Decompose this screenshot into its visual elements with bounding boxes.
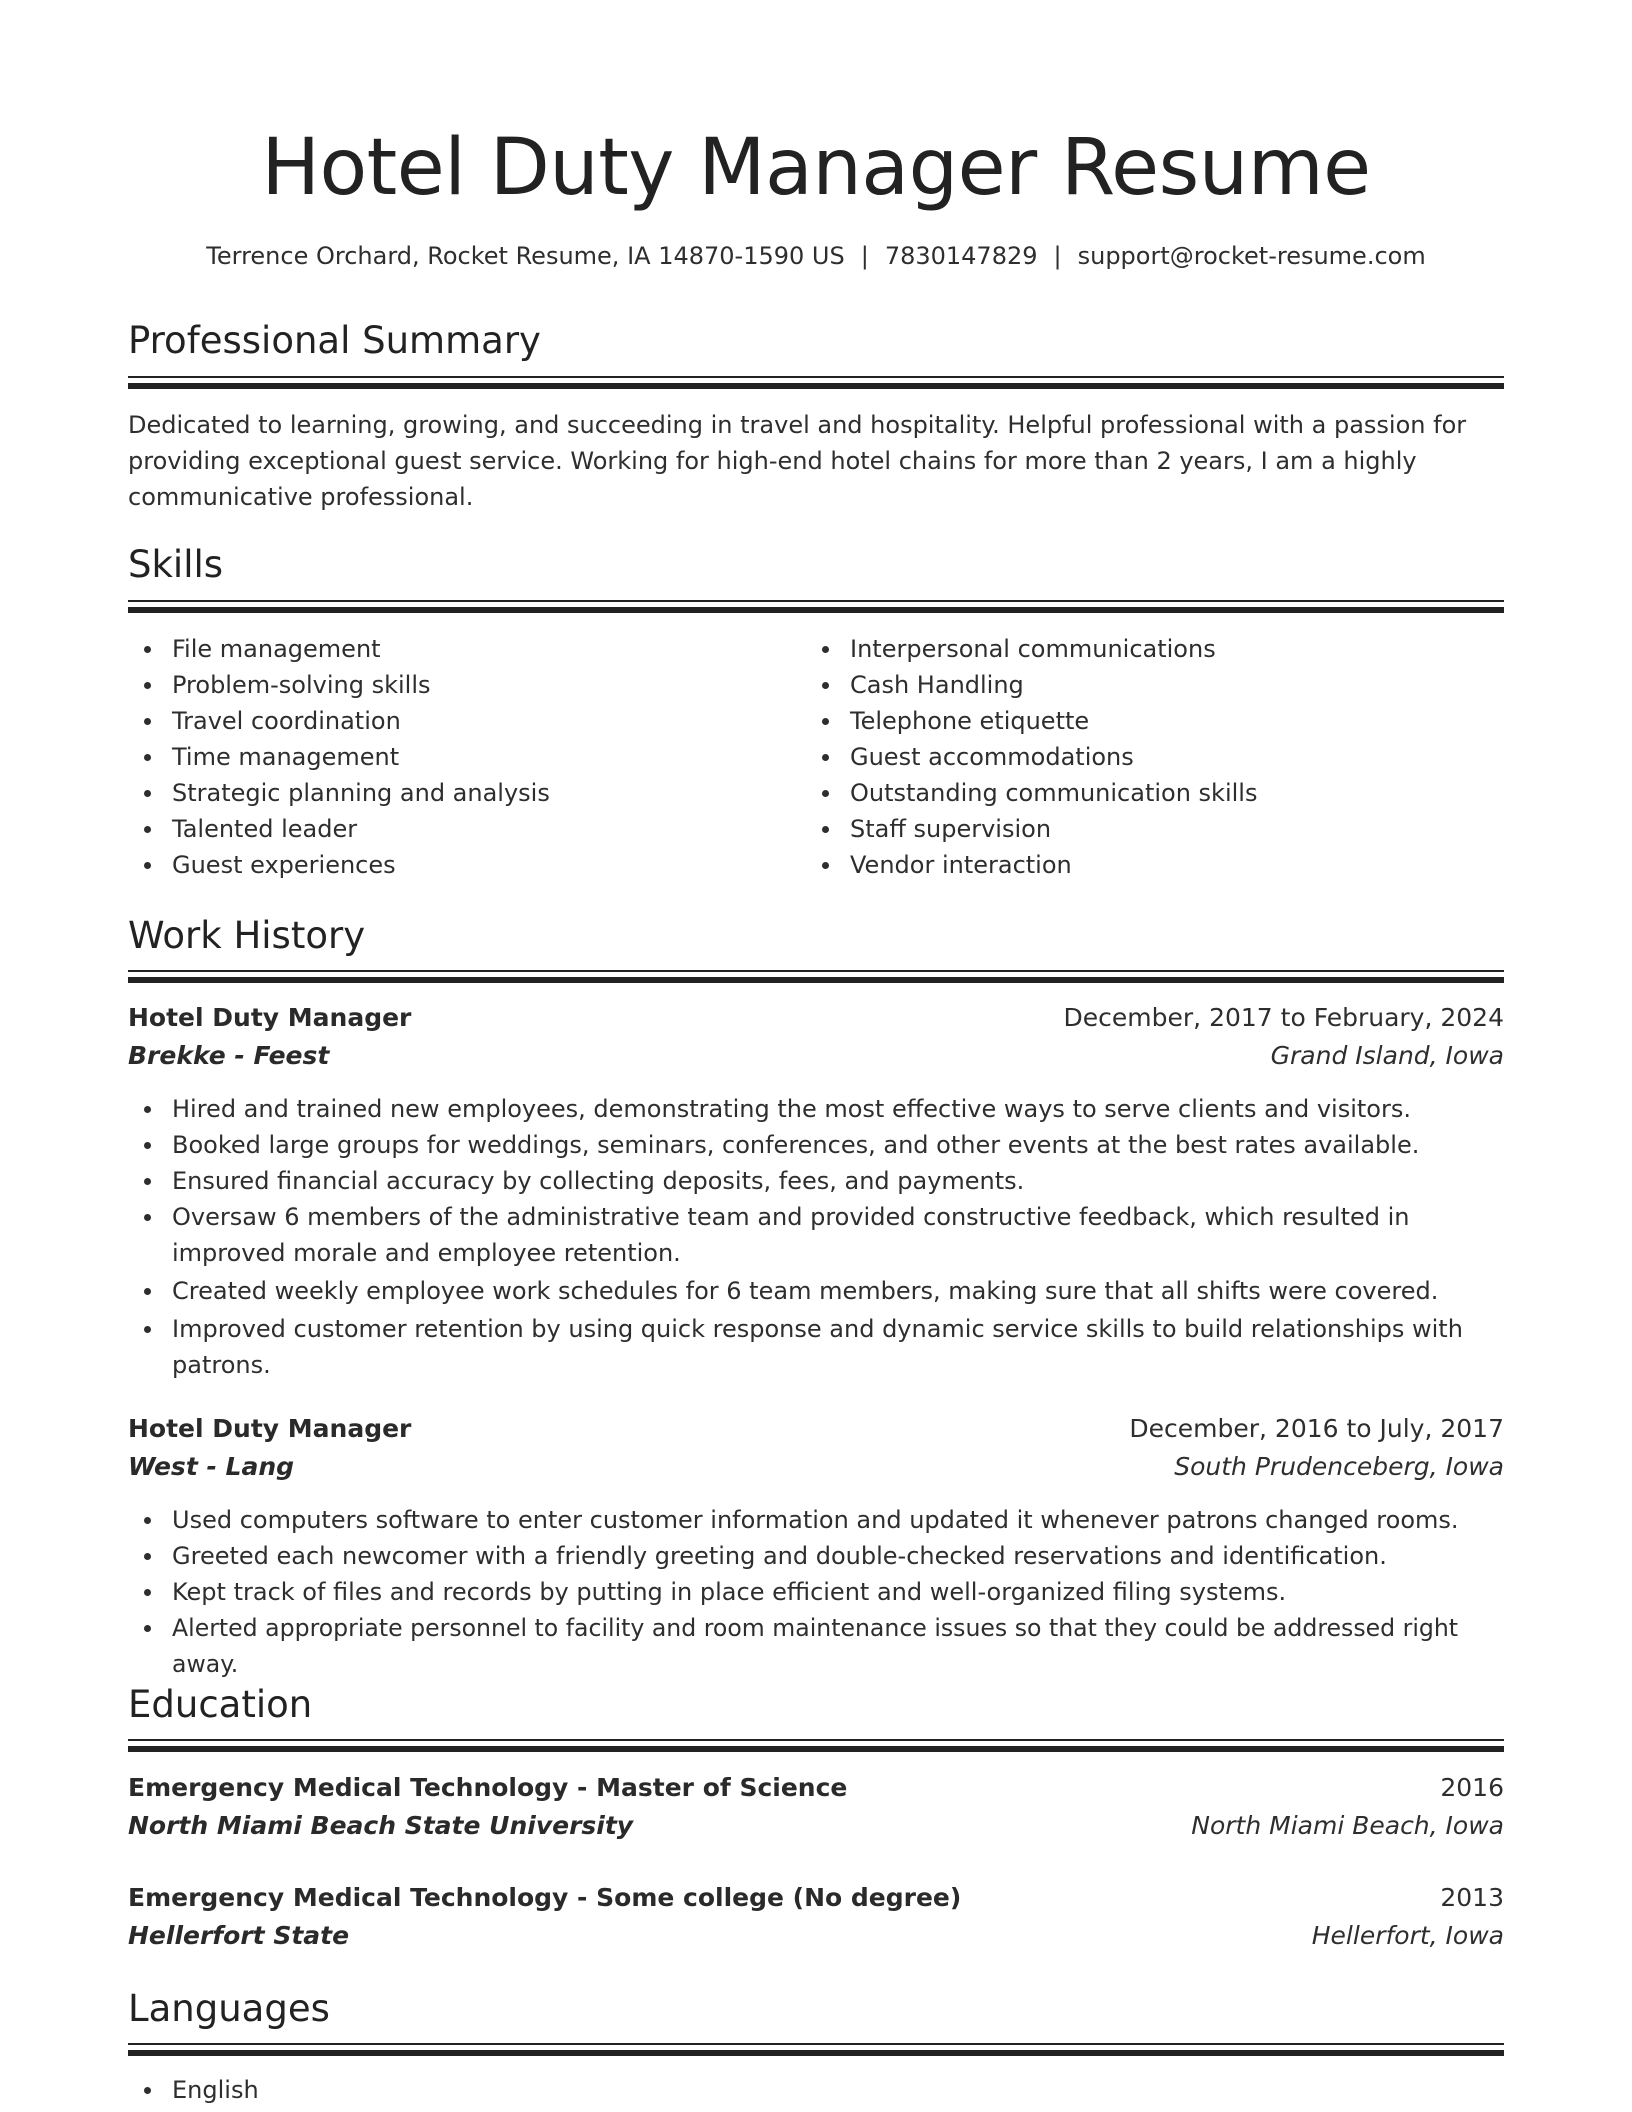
list-item: Outstanding communication skills [806,775,1484,811]
contact-line [128,238,1504,274]
summary-body [128,407,1504,515]
school-location: North Miami Beach, Iowa [1191,1811,1504,1840]
section-divider [128,376,1504,386]
list-item: Guest accommodations [806,739,1484,775]
list-item: Alerted appropriate personnel to facility and room maintenance issues so that they could be addressed right away. [128,1610,1504,1682]
list-item: File management [128,631,806,667]
contact-address: Terrence Orchard, Rocket Resume, IA 14870-1590 US [206,242,845,270]
section-languages [128,1984,1504,2034]
section-heading: Languages [128,1987,330,2030]
job-bullets [128,1502,1504,1682]
list-item: Hired and trained new employees, demonstrating the most effective ways to serve clients and visitors. [128,1091,1504,1127]
school: North Miami Beach State University [128,1811,634,1840]
list-item: Staff supervision [806,811,1484,847]
list-item: Kept track of files and records by putting in place efficient and well-organized filing systems. [128,1574,1504,1610]
list-item: Improved customer retention by using quick response and dynamic service skills to build relationships with patrons. [128,1311,1504,1383]
section-divider [128,970,1504,980]
education-entry [128,1879,1504,1955]
list-item: Time management [128,739,806,775]
job-company: Brekke - Feest [128,1041,330,1070]
list-item: Guest experiences [128,847,806,883]
job-company: West - Lang [128,1452,295,1481]
job-dates: December, 2016 to July, 2017 [1129,1414,1504,1443]
job-location: Grand Island, Iowa [1270,1041,1504,1070]
job-bullets [128,1091,1504,1383]
skills-list [128,631,1504,883]
summary-text: Dedicated to learning, growing, and succeeding in travel and hospitality. Helpful professional with a passion for providing exceptional guest service. Working for high-end hotel chains for more than 2 years, I am a highly communicative professional. [128,411,1467,511]
list-item: Created weekly employee work schedules for 6 team members, making sure that all shifts were covered. [128,1273,1504,1309]
section-heading: Education [128,1683,313,1726]
section-heading: Work History [128,914,366,957]
section-divider [128,2043,1504,2053]
contact-email[interactable]: support@rocket-resume.com [1077,242,1426,270]
graduation-year: 2016 [1440,1773,1504,1802]
page-title: Hotel Duty Manager Resume [261,123,1371,213]
list-item: Oversaw 6 members of the administrative team and provided constructive feedback, which resulted in improved morale and employee retention. [128,1199,1504,1271]
list-item: Talented leader [128,811,806,847]
section-heading: Professional Summary [128,319,541,362]
job-entry [128,999,1504,1383]
job-title: Hotel Duty Manager [128,1414,412,1443]
contact-separator: | [860,242,869,270]
list-item: Travel coordination [128,703,806,739]
section-divider [128,1739,1504,1749]
skills-column-left [128,631,806,883]
list-item: Greeted each newcomer with a friendly greeting and double-checked reservations and identification. [128,1538,1504,1574]
school: Hellerfort State [128,1921,350,1950]
list-item: Strategic planning and analysis [128,775,806,811]
section-work-history [128,911,1504,961]
job-location: South Prudenceberg, Iowa [1174,1452,1504,1481]
list-item: Booked large groups for weddings, seminars, conferences, and other events at the best rates available. [128,1127,1504,1163]
degree: Emergency Medical Technology - Master of Science [128,1773,848,1802]
job-entry [128,1410,1504,1682]
job-title: Hotel Duty Manager [128,1003,412,1032]
section-heading: Skills [128,543,224,586]
list-item: Vendor interaction [806,847,1484,883]
section-divider [128,600,1504,610]
list-item: Interpersonal communications [806,631,1484,667]
contact-separator: | [1053,242,1062,270]
languages-list [128,2072,1504,2108]
section-skills [128,540,1504,590]
list-item: Ensured financial accuracy by collecting deposits, fees, and payments. [128,1163,1504,1199]
school-location: Hellerfort, Iowa [1311,1921,1504,1950]
contact-phone: 7830147829 [884,242,1038,270]
section-education [128,1680,1504,1730]
list-item: English [128,2072,1504,2108]
section-summary [128,316,1504,366]
list-item: Used computers software to enter customer information and updated it whenever patrons changed rooms. [128,1502,1504,1538]
education-entry [128,1769,1504,1845]
skills-column-right [806,631,1484,883]
degree: Emergency Medical Technology - Some college (No degree) [128,1883,962,1912]
list-item: Problem-solving skills [128,667,806,703]
job-dates: December, 2017 to February, 2024 [1063,1003,1504,1032]
list-item: Cash Handling [806,667,1484,703]
list-item: Telephone etiquette [806,703,1484,739]
graduation-year: 2013 [1440,1883,1504,1912]
